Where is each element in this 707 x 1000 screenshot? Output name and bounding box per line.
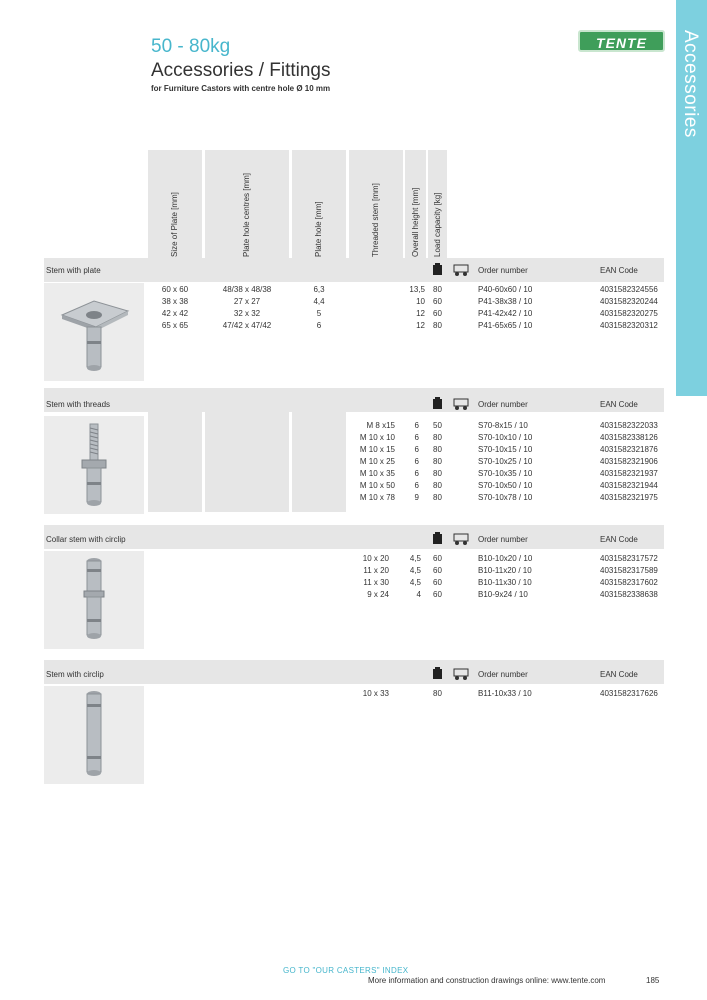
threaded-stem-cell: M 10 x 78 — [359, 493, 395, 502]
load-cell: 60 — [433, 578, 442, 587]
order-number-cell: S70-8x15 / 10 — [478, 421, 528, 430]
side-tab-label: Accessories — [680, 30, 701, 138]
ean-cell: 4031582317589 — [600, 566, 658, 575]
table-row — [0, 590, 707, 602]
section-title: Stem with plate — [46, 266, 101, 275]
tente-logo: TENTE — [578, 30, 665, 52]
casters-index-link[interactable]: GO TO "OUR CASTERS" INDEX — [283, 966, 409, 975]
table-row — [0, 321, 707, 333]
trolley-icon — [452, 531, 472, 547]
column-header-plate-size: Size of Plate [mm] — [148, 150, 202, 265]
order-number-cell: P41-42x42 / 10 — [478, 309, 533, 318]
load-cell: 80 — [433, 493, 442, 502]
table-row — [0, 309, 707, 321]
threaded-stem-cell: M 10 x 25 — [359, 457, 395, 466]
hole-centres-cell: 48/38 x 48/38 — [222, 285, 272, 294]
section-bar-stem-with-plate — [44, 258, 664, 282]
threaded-stem-cell: 11 x 20 — [363, 566, 389, 575]
table-row — [0, 433, 707, 445]
table-rows-stem-with-plate — [0, 285, 707, 345]
page-number: 185 — [646, 976, 660, 985]
threaded-stem-cell: M 10 x 10 — [359, 433, 395, 442]
plate-size-cell: 65 x 65 — [161, 321, 189, 330]
threaded-stem-cell: M 10 x 50 — [359, 481, 395, 490]
empty-cell — [205, 412, 289, 512]
ean-cell: 4031582317626 — [600, 689, 658, 698]
threaded-stem-cell: 9 x 24 — [367, 590, 389, 599]
height-cell: 4,5 — [409, 578, 421, 587]
ean-cell: 4031582320275 — [600, 309, 658, 318]
order-number-cell: S70-10x10 / 10 — [478, 433, 533, 442]
ean-cell: 4031582321906 — [600, 457, 658, 466]
ean-code-label: EAN Code — [600, 535, 638, 544]
ean-cell: 4031582321944 — [600, 481, 658, 490]
threaded-stem-cell: 10 x 20 — [362, 554, 389, 563]
plate-size-cell: 42 x 42 — [161, 309, 189, 318]
ean-cell: 4031582338638 — [600, 590, 658, 599]
height-cell: 12 — [416, 309, 425, 318]
order-number-cell: B10-10x20 / 10 — [478, 554, 533, 563]
load-cell: 80 — [433, 689, 442, 698]
height-cell: 6 — [414, 481, 419, 490]
threaded-stem-cell: 10 x 33 — [362, 689, 389, 698]
height-cell: 6 — [414, 445, 419, 454]
table-row — [0, 297, 707, 309]
load-cell: 80 — [433, 321, 442, 330]
height-cell: 4,5 — [409, 566, 421, 575]
threaded-stem-cell: M 10 x 15 — [359, 445, 395, 454]
hole-centres-cell: 27 x 27 — [233, 297, 261, 306]
order-number-cell: S70-10x50 / 10 — [478, 481, 533, 490]
threaded-stem-cell: 11 x 30 — [363, 578, 389, 587]
plate-hole-cell: 5 — [316, 309, 322, 318]
table-rows-collar-stem — [0, 554, 707, 604]
order-number-label: Order number — [478, 535, 528, 544]
height-cell: 12 — [416, 321, 425, 330]
ean-cell: 4031582317602 — [600, 578, 658, 587]
load-cell: 60 — [433, 309, 442, 318]
load-cell: 80 — [433, 433, 442, 442]
order-number-label: Order number — [478, 266, 528, 275]
table-rows-stem-with-threads — [0, 421, 707, 511]
column-header-threaded-stem: Threaded stem [mm] — [349, 150, 403, 265]
table-row — [0, 421, 707, 433]
plate-size-cell: 60 x 60 — [161, 285, 189, 294]
load-cell: 60 — [433, 590, 442, 599]
ean-cell: 4031582321937 — [600, 469, 658, 478]
page-title: Accessories / Fittings — [151, 60, 331, 81]
height-cell: 10 — [416, 297, 425, 306]
ean-cell: 4031582317572 — [600, 554, 658, 563]
table-row — [0, 285, 707, 297]
order-number-cell: B10-11x20 / 10 — [478, 566, 532, 575]
plate-hole-cell: 4,4 — [313, 297, 325, 306]
ean-cell: 4031582322033 — [600, 421, 658, 430]
table-row — [0, 689, 707, 701]
table-row — [0, 481, 707, 493]
height-cell: 6 — [414, 457, 419, 466]
load-cell: 60 — [433, 566, 442, 575]
trolley-icon — [452, 262, 472, 278]
empty-cell — [292, 412, 346, 512]
ean-cell: 4031582320312 — [600, 321, 658, 330]
order-number-label: Order number — [478, 400, 528, 409]
footer-note: More information and construction drawings online: www.tente.com — [368, 976, 606, 985]
column-header-hole-centres: Plate hole centres [mm] — [205, 150, 289, 265]
height-cell: 4,5 — [409, 554, 421, 563]
plate-hole-cell: 6,3 — [313, 285, 325, 294]
column-header-load-capacity: Load capacity [kg] — [428, 150, 447, 265]
table-row — [0, 469, 707, 481]
table-rows-stem-with-circlip — [0, 689, 707, 703]
hole-centres-cell: 32 x 32 — [233, 309, 261, 318]
ean-cell: 4031582338126 — [600, 433, 658, 442]
load-cell: 50 — [433, 421, 442, 430]
ean-cell: 4031582321975 — [600, 493, 658, 502]
plate-hole-cell: 6 — [316, 321, 322, 330]
column-header-overall-height: Overall height [mm] — [405, 150, 426, 265]
table-row — [0, 445, 707, 457]
height-cell: 13,5 — [409, 285, 425, 294]
ean-code-label: EAN Code — [600, 266, 638, 275]
ean-code-label: EAN Code — [600, 400, 638, 409]
table-row — [0, 578, 707, 590]
column-header-plate-hole: Plate hole [mm] — [292, 150, 346, 265]
weight-range: 50 - 80kg — [151, 36, 231, 57]
section-title: Stem with threads — [46, 400, 111, 409]
load-cell: 60 — [433, 554, 442, 563]
ean-code-label: EAN Code — [600, 670, 638, 679]
table-row — [0, 566, 707, 578]
load-cell: 80 — [433, 457, 442, 466]
order-number-cell: S70-10x78 / 10 — [478, 493, 533, 502]
empty-cell — [148, 412, 202, 512]
height-cell: 4 — [416, 590, 421, 599]
load-cell: 60 — [433, 297, 442, 306]
load-cell: 80 — [433, 445, 442, 454]
threaded-stem-cell: M 10 x 35 — [359, 469, 395, 478]
order-number-cell: S70-10x25 / 10 — [478, 457, 533, 466]
height-cell: 6 — [414, 421, 419, 430]
load-cell: 80 — [433, 469, 442, 478]
order-number-cell: B10-9x24 / 10 — [478, 590, 528, 599]
section-bar-stem-with-threads — [44, 388, 664, 412]
threaded-stem-cell: M 8 x15 — [366, 421, 395, 430]
plate-size-cell: 38 x 38 — [161, 297, 189, 306]
trolley-icon — [452, 396, 472, 412]
section-title: Collar stem with circlip — [46, 535, 126, 544]
ean-cell: 4031582320244 — [600, 297, 658, 306]
order-number-cell: S70-10x15 / 10 — [478, 445, 533, 454]
order-number-cell: P41-38x38 / 10 — [478, 297, 533, 306]
load-cell: 80 — [433, 285, 442, 294]
ean-cell: 4031582324556 — [600, 285, 658, 294]
page-subtitle: for Furniture Castors with centre hole Ø 10 mm — [151, 84, 331, 93]
section-title: Stem with circlip — [46, 670, 104, 679]
ean-cell: 4031582321876 — [600, 445, 658, 454]
order-number-cell: B10-11x30 / 10 — [478, 578, 532, 587]
height-cell: 9 — [414, 493, 419, 502]
order-number-label: Order number — [478, 670, 528, 679]
load-cell: 80 — [433, 481, 442, 490]
hole-centres-cell: 47/42 x 47/42 — [222, 321, 272, 330]
height-cell: 6 — [414, 433, 419, 442]
order-number-cell: P40-60x60 / 10 — [478, 285, 533, 294]
section-bar-collar-stem — [44, 525, 664, 549]
table-row — [0, 554, 707, 566]
order-number-cell: B11-10x33 / 10 — [478, 689, 532, 698]
section-bar-stem-with-circlip — [44, 660, 664, 684]
table-row — [0, 493, 707, 505]
table-row — [0, 457, 707, 469]
order-number-cell: P41-65x65 / 10 — [478, 321, 533, 330]
height-cell: 6 — [414, 469, 419, 478]
order-number-cell: S70-10x35 / 10 — [478, 469, 533, 478]
trolley-icon — [452, 666, 472, 682]
